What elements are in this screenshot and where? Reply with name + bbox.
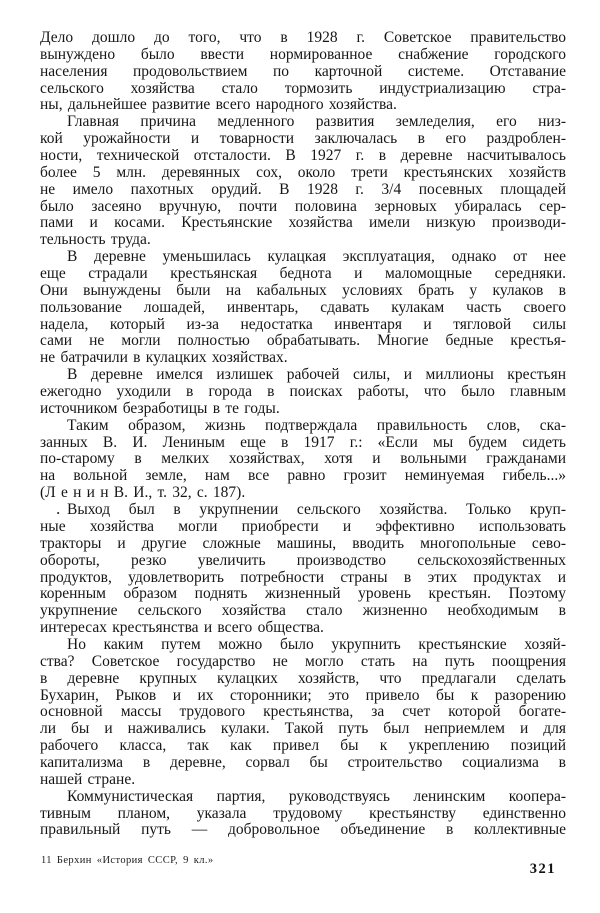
- text-line: было засеяно вручную, почти половина зерновых убиралась сер-: [40, 197, 566, 215]
- text-line: тивным планом, указала трудовому крестьянству единственно: [40, 804, 566, 822]
- text-line: коренным образом поднять жизненный уровень крестьян. Поэтому: [40, 585, 566, 603]
- text-line: тельность труда.: [40, 231, 151, 249]
- page-number: 321: [529, 861, 556, 877]
- text-line: правильный путь — добровольное объединение в коллективные: [40, 821, 566, 839]
- stray-ink-mark: ·: [56, 505, 61, 520]
- text-line: тракторы и другие сложные машины, вводить многопольные сево-: [40, 534, 566, 552]
- text-line: ли бы и наживались кулаки. Такой путь был неприемлем и для: [40, 720, 566, 738]
- paragraph: [40, 502, 566, 637]
- text-line: Коммунистическая партия, руководствуясь ленинским коопера-: [67, 787, 566, 805]
- text-line: кой урожайности и товарности заключалась в его раздроблен-: [40, 130, 566, 148]
- text-line: ные хозяйства могли приобрести и эффективно использовать: [40, 517, 566, 535]
- printer-signature-footnote: 11 Берхин «История СССР, 9 кл.»: [41, 855, 214, 866]
- text-line: сами не могли полностью обрабатывать. Многие бедные крестья-: [40, 332, 566, 350]
- paragraph: [40, 367, 566, 418]
- paragraph: [40, 249, 566, 367]
- text-line: Дело дошло до того, что в 1928 г. Советское правительство: [40, 29, 566, 46]
- text-block: [40, 30, 566, 839]
- text-line: более 5 млн. деревянных сох, около трети крестьянских хозяйств: [40, 163, 566, 181]
- text-line: источником безработицы в те годы.: [40, 399, 280, 417]
- text-line: интересах крестьянства и всего общества.: [40, 619, 324, 637]
- text-line: продуктов, удовлетворить потребности страны в этих продуктах и: [40, 568, 566, 586]
- text-line: Бухарин, Рыков и их сторонники; это привело бы к разорению: [40, 686, 566, 704]
- text-line: на вольной земле, нам все равно грозит неминуемая гибель...»: [40, 467, 566, 485]
- text-line: Они вынуждены были на кабальных условиях брать у кулаков в: [40, 281, 566, 299]
- text-line: нашей стране.: [40, 770, 136, 788]
- text-line: капитализма в деревне, сорвал бы строительство социализма в: [40, 753, 566, 771]
- paragraph: [40, 30, 566, 114]
- text-line: занных В. И. Лениным еще в 1917 г.: «Если мы будем сидеть: [40, 433, 566, 451]
- text-line: обороты, резко увеличить производство сельскохозяйственных: [40, 551, 566, 569]
- text-line: пами и косами. Крестьянские хозяйства имели низкую производи-: [40, 214, 566, 232]
- text-line: по-старому в мелких хозяйствах, хотя и вольными гражданами: [40, 450, 566, 468]
- text-line: не батрачили в кулацких хозяйствах.: [40, 349, 288, 367]
- text-line: пользование лошадей, инвентарь, сдавать кулакам часть своего: [40, 298, 566, 316]
- text-line: основной массы трудового крестьянства, за счет которой богате-: [40, 703, 566, 721]
- text-line: ности, технической отсталости. В 1927 г. в деревне насчитывалось: [40, 147, 566, 165]
- text-line: еще страдали крестьянская беднота и маломощные середняки.: [40, 265, 566, 283]
- text-line: В деревне имелся излишек рабочей силы, и миллионы крестьян: [67, 366, 566, 384]
- paragraph: [40, 789, 566, 840]
- text-line: рабочего класса, так как привел бы к укреплению позиций: [40, 737, 566, 755]
- paragraph: [40, 114, 566, 249]
- text-line: (Л е н и н В. И., т. 32, с. 187).: [40, 484, 246, 502]
- text-line: Выход был в укрупнении сельского хозяйства. Только круп-: [67, 501, 566, 519]
- text-line: не имело пахотных орудий. В 1928 г. 3/4 посевных площадей: [40, 180, 566, 198]
- text-line: В деревне уменьшилась кулацкая эксплуатация, однако от нее: [67, 248, 566, 266]
- paragraph: [40, 418, 566, 502]
- text-line: Таким образом, жизнь подтверждала правильность слов, ска-: [67, 416, 566, 434]
- text-line: ства? Советское государство не могло стать на путь поощрения: [40, 652, 566, 670]
- text-line: вынуждено было ввести нормированное снабжение городского: [40, 45, 566, 63]
- text-line: надела, который из-за недостатка инвентаря и тягловой силы: [40, 315, 566, 333]
- text-line: в деревне крупных кулацких хозяйств, что предлагали сделать: [40, 669, 566, 687]
- paragraph: [40, 637, 566, 789]
- text-line: ны, дальнейшее развитие всего народного хозяйства.: [40, 96, 397, 114]
- text-line: Главная причина медленного развития земледелия, его низ-: [67, 113, 566, 131]
- text-line: укрупнение сельского хозяйства стало жизненно необходимым в: [40, 602, 566, 620]
- text-line: Но каким путем можно было укрупнить крестьянские хозяй-: [67, 635, 566, 653]
- text-line: населения продовольствием по карточной системе. Отставание: [40, 62, 566, 80]
- text-line: ежегодно уходили в города в поисках работы, что было главным: [40, 383, 566, 401]
- text-line: сельского хозяйства стало тормозить индустриализацию стра-: [40, 79, 566, 97]
